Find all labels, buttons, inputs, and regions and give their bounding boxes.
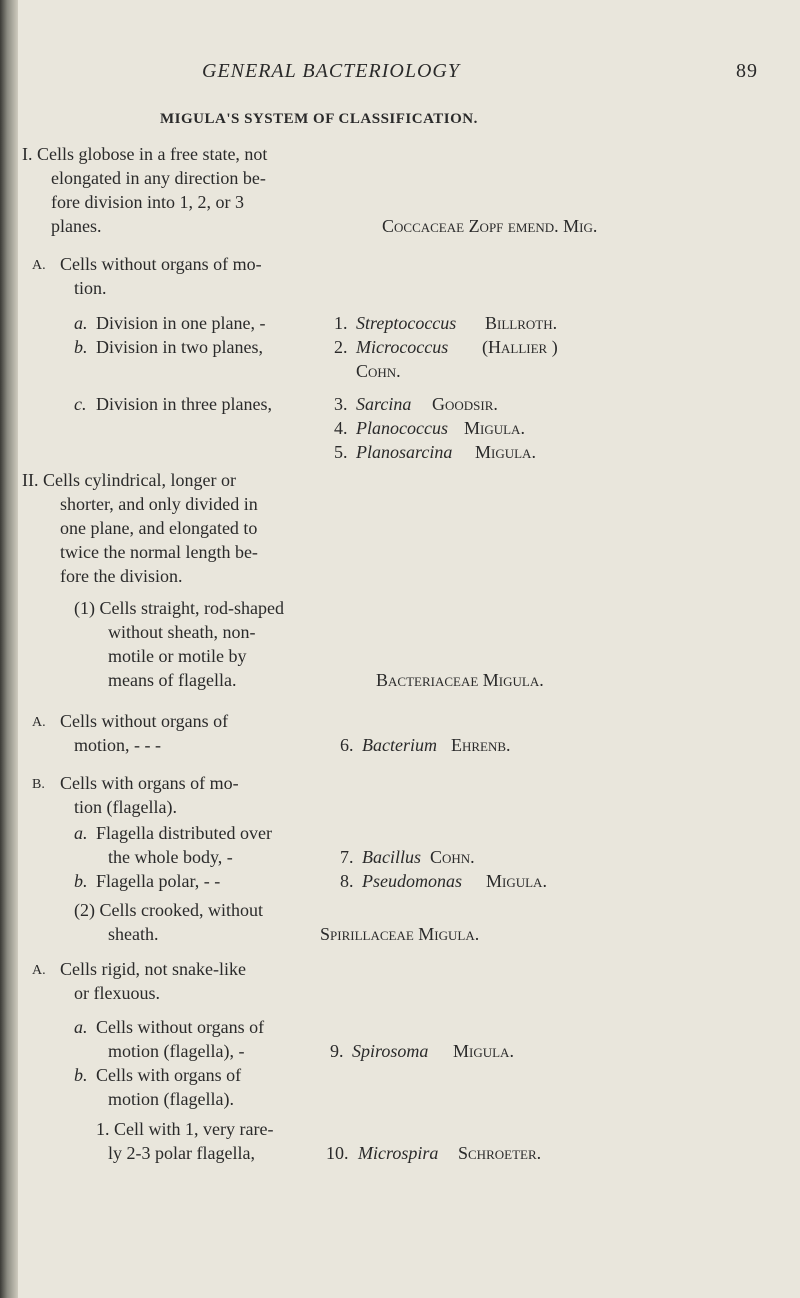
sub-b-text: Division in two planes, <box>96 337 263 357</box>
family-bacteriaceae: Bacteriaceae Migula. <box>376 670 544 690</box>
sub-a2-tag: a. <box>74 823 88 843</box>
genus-9-num: 9. <box>330 1041 344 1061</box>
sub-b3-tag: b. <box>74 1065 88 1085</box>
genus-3-num: 3. <box>334 394 348 414</box>
sub-a2-line-1: Flagella distributed over <box>96 823 272 843</box>
genus-5-name: Planosarcina <box>356 442 453 462</box>
group-a-line-2: tion. <box>74 278 107 298</box>
class-i-line-4: planes. <box>51 216 102 236</box>
genus-6-author: Ehrenb. <box>451 735 511 755</box>
family-coccaceae: Coccaceae Zopf emend. Mig. <box>382 216 598 236</box>
genus-2-author: (Hallier ) <box>482 337 558 357</box>
genus-2-author-cont: Cohn. <box>356 361 401 381</box>
genus-1-name: Streptococcus <box>356 313 457 333</box>
group-a2-tag: A. <box>32 715 46 730</box>
sub-b-tag: b. <box>74 337 88 357</box>
item-1-line-2: ly 2-3 polar flagella, <box>108 1143 255 1163</box>
sub-a3-tag: a. <box>74 1017 88 1037</box>
group-a3-line-1: Cells rigid, not snake-like <box>60 959 246 979</box>
sub-a3-line-1: Cells without organs of <box>96 1017 265 1037</box>
genus-10-author: Schroeter. <box>458 1143 542 1163</box>
section-title: MIGULA'S SYSTEM OF CLASSIFICATION. <box>160 111 478 127</box>
sub-a-tag: a. <box>74 313 88 333</box>
sub-a3-line-2: motion (flagella), - <box>108 1041 245 1061</box>
sub-c-tag: c. <box>74 394 87 414</box>
class-i-line-1: I. Cells globose in a free state, not <box>22 144 268 164</box>
class-ii-line-5: fore the division. <box>60 566 183 586</box>
class-ii-line-4: twice the normal length be- <box>60 542 258 562</box>
genus-8-author: Migula. <box>486 871 547 891</box>
sub-a2-line-2: the whole body, - <box>108 847 233 867</box>
group-b2-tag: B. <box>32 777 45 792</box>
genus-7-num: 7. <box>340 847 354 867</box>
class-i-line-2: elongated in any direction be- <box>51 168 266 188</box>
group-a3-tag: A. <box>32 963 46 978</box>
genus-10-num: 10. <box>326 1143 349 1163</box>
group-a2-line-2: motion, - - - <box>74 735 161 755</box>
part-1-line-4: means of flagella. <box>108 670 237 690</box>
genus-10-name: Microspira <box>358 1143 439 1163</box>
sub-a-text: Division in one plane, - <box>96 313 266 333</box>
group-a3-line-2: or flexuous. <box>74 983 160 1003</box>
genus-4-author: Migula. <box>464 418 525 438</box>
page-number: 89 <box>736 60 758 82</box>
genus-7-name: Bacillus <box>362 847 421 867</box>
part-2-line-1: (2) Cells crooked, without <box>74 900 263 920</box>
genus-6-num: 6. <box>340 735 354 755</box>
genus-9-author: Migula. <box>453 1041 514 1061</box>
genus-3-author: Goodsir. <box>432 394 498 414</box>
genus-1-num: 1. <box>334 313 348 333</box>
class-ii-line-3: one plane, and elongated to <box>60 518 258 538</box>
item-1-line-1: 1. Cell with 1, very rare- <box>96 1119 274 1139</box>
genus-8-num: 8. <box>340 871 354 891</box>
genus-5-author: Migula. <box>475 442 536 462</box>
class-ii-line-1: II. Cells cylindrical, longer or <box>22 470 236 490</box>
family-spirillaceae: Spirillaceae Migula. <box>320 924 480 944</box>
part-1-line-1: (1) Cells straight, rod-shaped <box>74 598 284 618</box>
part-2-line-2: sheath. <box>108 924 159 944</box>
part-1-line-2: without sheath, non- <box>108 622 256 642</box>
part-1-line-3: motile or motile by <box>108 646 247 666</box>
class-i-line-3: fore division into 1, 2, or 3 <box>51 192 244 212</box>
sub-b3-line-2: motion (flagella). <box>108 1089 234 1109</box>
genus-4-num: 4. <box>334 418 348 438</box>
genus-1-author: Billroth. <box>485 313 558 333</box>
running-title: GENERAL BACTERIOLOGY <box>202 60 460 82</box>
genus-9-name: Spirosoma <box>352 1041 429 1061</box>
class-ii-line-2: shorter, and only divided in <box>60 494 258 514</box>
genus-4-name: Planococcus <box>356 418 448 438</box>
genus-5-num: 5. <box>334 442 348 462</box>
sub-b2-tag: b. <box>74 871 88 891</box>
group-b2-line-2: tion (flagella). <box>74 797 177 817</box>
genus-2-num: 2. <box>334 337 348 357</box>
genus-7-author: Cohn. <box>430 847 475 867</box>
group-a2-line-1: Cells without organs of <box>60 711 229 731</box>
group-a-line-1: Cells without organs of mo- <box>60 254 262 274</box>
sub-c-text: Division in three planes, <box>96 394 272 414</box>
genus-2-name: Micrococcus <box>356 337 449 357</box>
genus-6-name: Bacterium <box>362 735 437 755</box>
group-a-tag: A. <box>32 258 46 273</box>
genus-8-name: Pseudomonas <box>362 871 462 891</box>
group-b2-line-1: Cells with organs of mo- <box>60 773 239 793</box>
book-gutter-shadow <box>0 0 18 1298</box>
sub-b3-line-1: Cells with organs of <box>96 1065 242 1085</box>
genus-3-name: Sarcina <box>356 394 412 414</box>
sub-b2-text: Flagella polar, - - <box>96 871 221 891</box>
